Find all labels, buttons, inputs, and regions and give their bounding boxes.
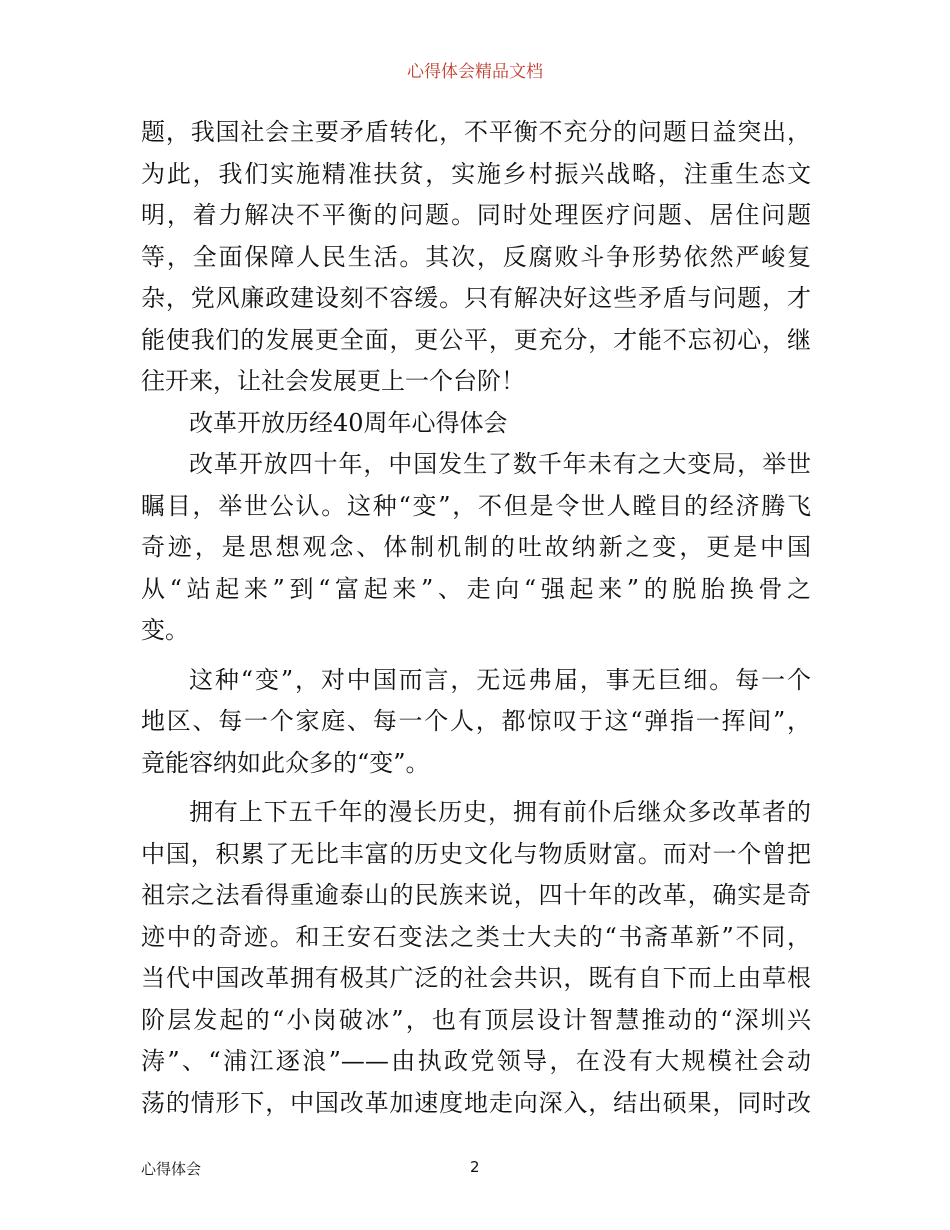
text-line: 这种“变”，对中国而言，无远弗届，事无巨细。每一个 [189, 665, 811, 694]
text-line: 题，我国社会主要矛盾转化，不平衡不充分的问题日益突出， [141, 118, 811, 146]
footer-label: 心得体会 [141, 1160, 202, 1178]
text-line: 地区、每一个家庭、每一个人，都惊叹于这“弹指一挥间”， [141, 707, 811, 735]
text-line: 瞩目，举世公认。这种“变”，不但是令世人瞠目的经济腾飞 [141, 491, 811, 520]
text-line: 迹中的奇迹。和王安石变法之类士大夫的“书斋革新”不同， [141, 922, 811, 951]
text-line: 祖宗之法看得重逾泰山的民族来说，四十年的改革，确实是奇 [141, 881, 811, 909]
text-line: 拥有上下五千年的漫长历史，拥有前仆后继众多改革者的 [189, 798, 811, 826]
text-line: 奇迹，是思想观念、体制机制的吐故纳新之变，更是中国 [141, 533, 811, 561]
text-line: 中国，积累了无比丰富的历史文化与物质财富。而对一个曾把 [141, 839, 811, 868]
text-line: 改革开放历经40周年心得体会 [189, 408, 508, 437]
text-line: 竟能容纳如此众多的“变”。 [141, 748, 430, 777]
text-line: 能使我们的发展更全面，更公平，更充分，才能不忘初心，继 [141, 325, 811, 354]
document-body [141, 112, 811, 1124]
text-line: 往开来，让社会发展更上一个台阶！ [141, 367, 525, 395]
page-header-title: 心得体会精品文档 [407, 62, 543, 82]
text-line: 杂，党风廉政建设刻不容缓。只有解决好这些矛盾与问题，才 [141, 284, 811, 312]
text-line: 从“站起来”到“富起来”、走向“强起来”的脱胎换骨之 [141, 574, 811, 603]
text-line: 变。 [141, 616, 189, 644]
paragraph [141, 112, 811, 403]
paragraph-gap [141, 784, 811, 792]
text-line: 明，着力解决不平衡的问题。同时处理医疗问题、居住问题 [141, 201, 811, 229]
text-line: 改革开放四十年，中国发生了数千年未有之大变局，举世 [189, 450, 811, 478]
text-line: 等，全面保障人民生活。其次，反腐败斗争形势依然严峻复 [141, 242, 811, 271]
paragraph [141, 792, 811, 1124]
paragraph [141, 444, 811, 652]
text-line: 当代中国改革拥有极其广泛的社会共识，既有自下而上由草根 [141, 964, 811, 992]
text-line: 为此，我们实施精准扶贫，实施乡村振兴战略，注重生态文 [141, 159, 811, 188]
paragraph-gap [141, 652, 811, 660]
page-number: 2 [470, 1158, 480, 1176]
paragraph [141, 660, 811, 785]
text-line: 阶层发起的“小岗破冰”，也有顶层设计智慧推动的“深圳兴 [141, 1005, 811, 1034]
text-line: 荡的情形下，中国改革加速度地走向深入，结出硕果，同时改 [141, 1088, 811, 1117]
text-line: 涛”、“浦江逐浪”——由执政党领导，在没有大规模社会动 [141, 1047, 811, 1075]
section-heading [141, 403, 811, 445]
